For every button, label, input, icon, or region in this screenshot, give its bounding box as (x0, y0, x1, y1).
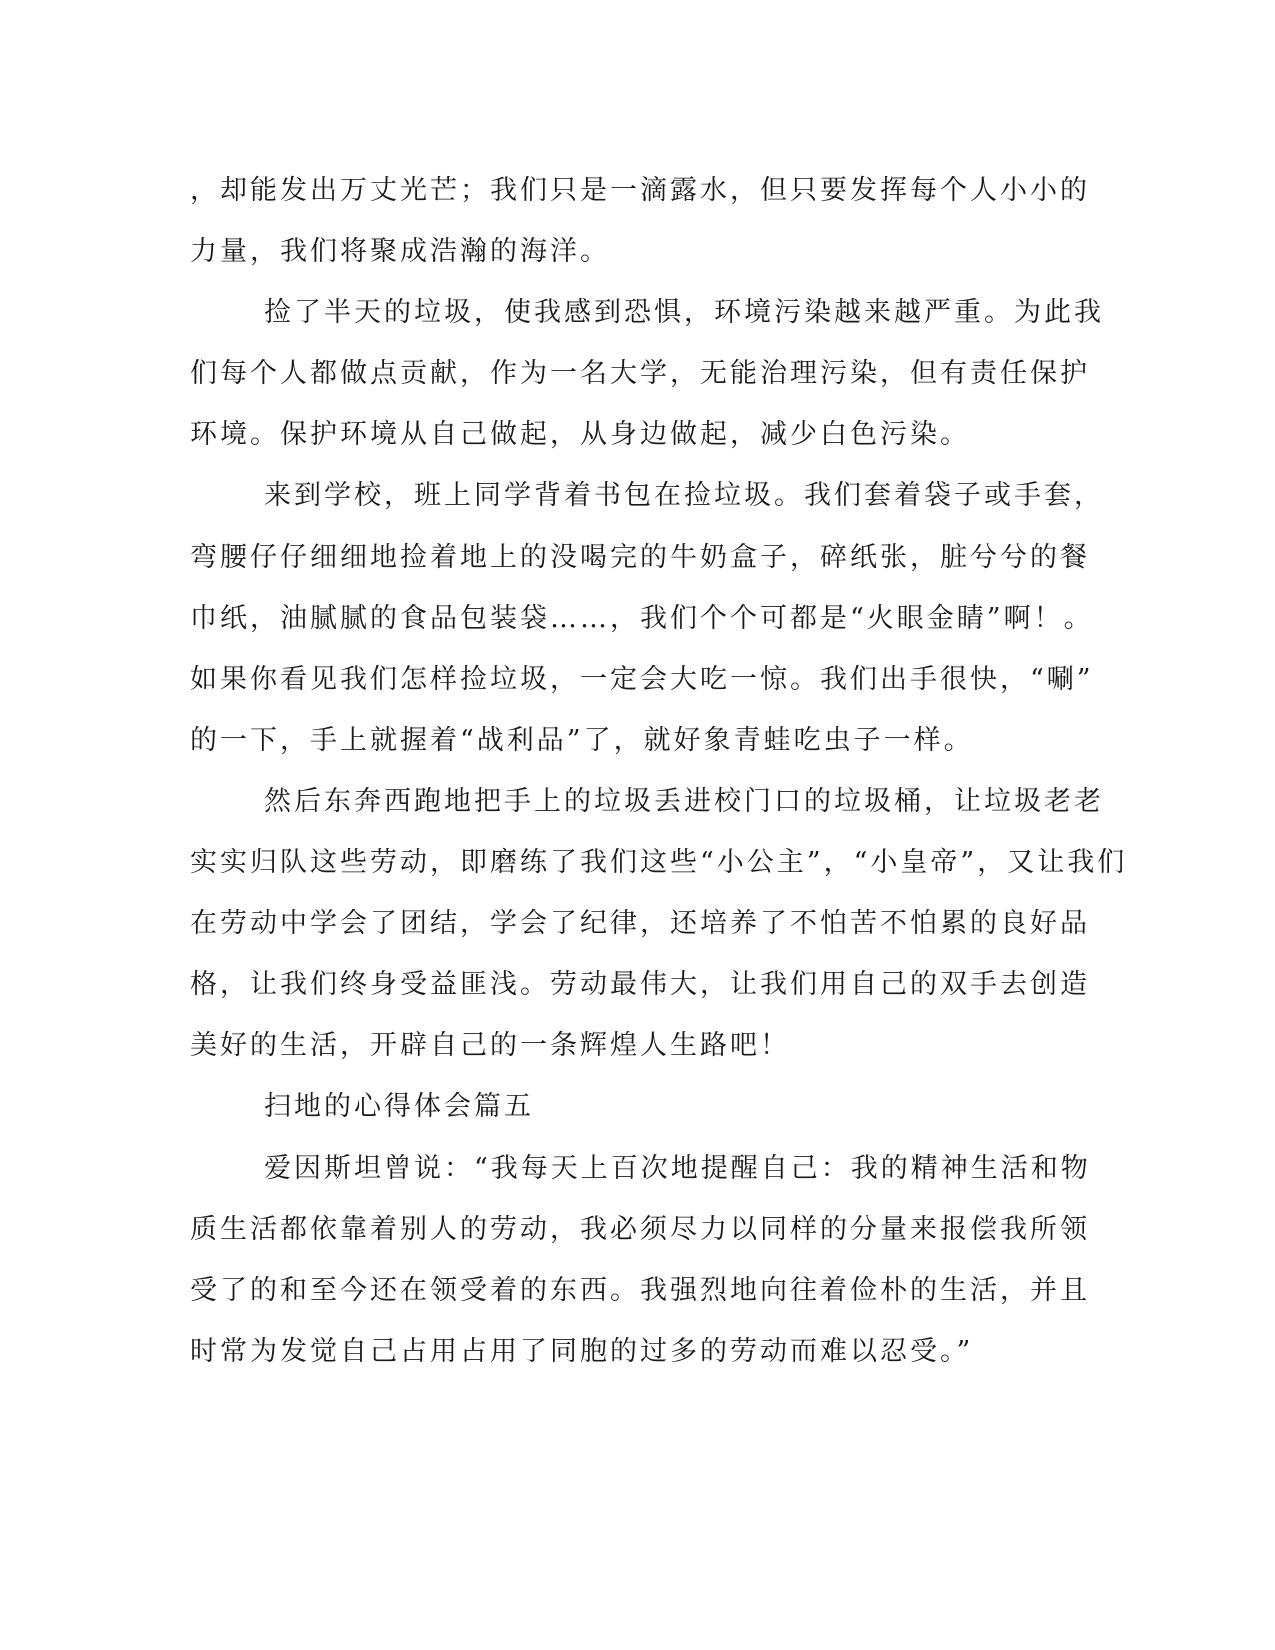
text-line: 环境。保护环境从自己做起，从身边做起，减少白色污染。 (190, 419, 970, 451)
text-line: 受了的和至今还在领受着的东西。我强烈地向往着俭朴的生活，并且 (190, 1274, 1090, 1306)
text-line: 弯腰仔仔细细地捡着地上的没喝完的牛奶盒子，碎纸张，脏兮兮的餐 (190, 541, 1090, 573)
paragraph-start-line: 捡了半天的垃圾，使我感到恐惧，环境污染越来越严重。为此我 (264, 297, 1104, 329)
text-line: 们每个人都做点贡献，作为一名大学，无能治理污染，但有责任保护 (190, 358, 1090, 390)
text-line: 时常为发觉自己占用占用了同胞的过多的劳动而难以忍受。” (190, 1335, 974, 1367)
paragraph-start-line: 来到学校，班上同学背着书包在捡垃圾。我们套着袋子或手套， (264, 480, 1104, 512)
text-line: ，却能发出万丈光芒；我们只是一滴露水，但只要发挥每个人小小的 (190, 175, 1090, 206)
text-line: 美好的生活，开辟自己的一条辉煌人生路吧！ (190, 1030, 790, 1062)
text-line: 如果你看见我们怎样捡垃圾，一定会大吃一惊。我们出手很快，“唰” (190, 663, 1094, 695)
body-text (190, 160, 1128, 1382)
text-line: 格，让我们终身受益匪浅。劳动最伟大，让我们用自己的双手去创造 (190, 969, 1090, 1001)
text-line: 力量，我们将聚成浩瀚的海洋。 (190, 236, 610, 268)
paragraph-start-line: 然后东奔西跑地把手上的垃圾丢进校门口的垃圾桶，让垃圾老老 (264, 785, 1104, 817)
text-line: 质生活都依靠着别人的劳动，我必须尽力以同样的分量来报偿我所领 (190, 1213, 1090, 1245)
text-line: 实实归队这些劳动，即磨练了我们这些“小公主”，“小皇帝”，又让我们 (190, 847, 1128, 879)
text-line: 的一下，手上就握着“战利品”了，就好象青蛙吃虫子一样。 (190, 724, 974, 756)
section-heading: 扫地的心得体会篇五 (264, 1091, 534, 1123)
text-line: 巾纸，油腻腻的食品包装袋……，我们个个可都是“火眼金睛”啊！。 (190, 602, 1094, 634)
text-line: 在劳动中学会了团结，学会了纪律，还培养了不怕苦不怕累的良好品 (190, 908, 1090, 940)
paragraph-start-line: 爱因斯坦曾说：“我每天上百次地提醒自己：我的精神生活和物 (264, 1152, 1091, 1184)
